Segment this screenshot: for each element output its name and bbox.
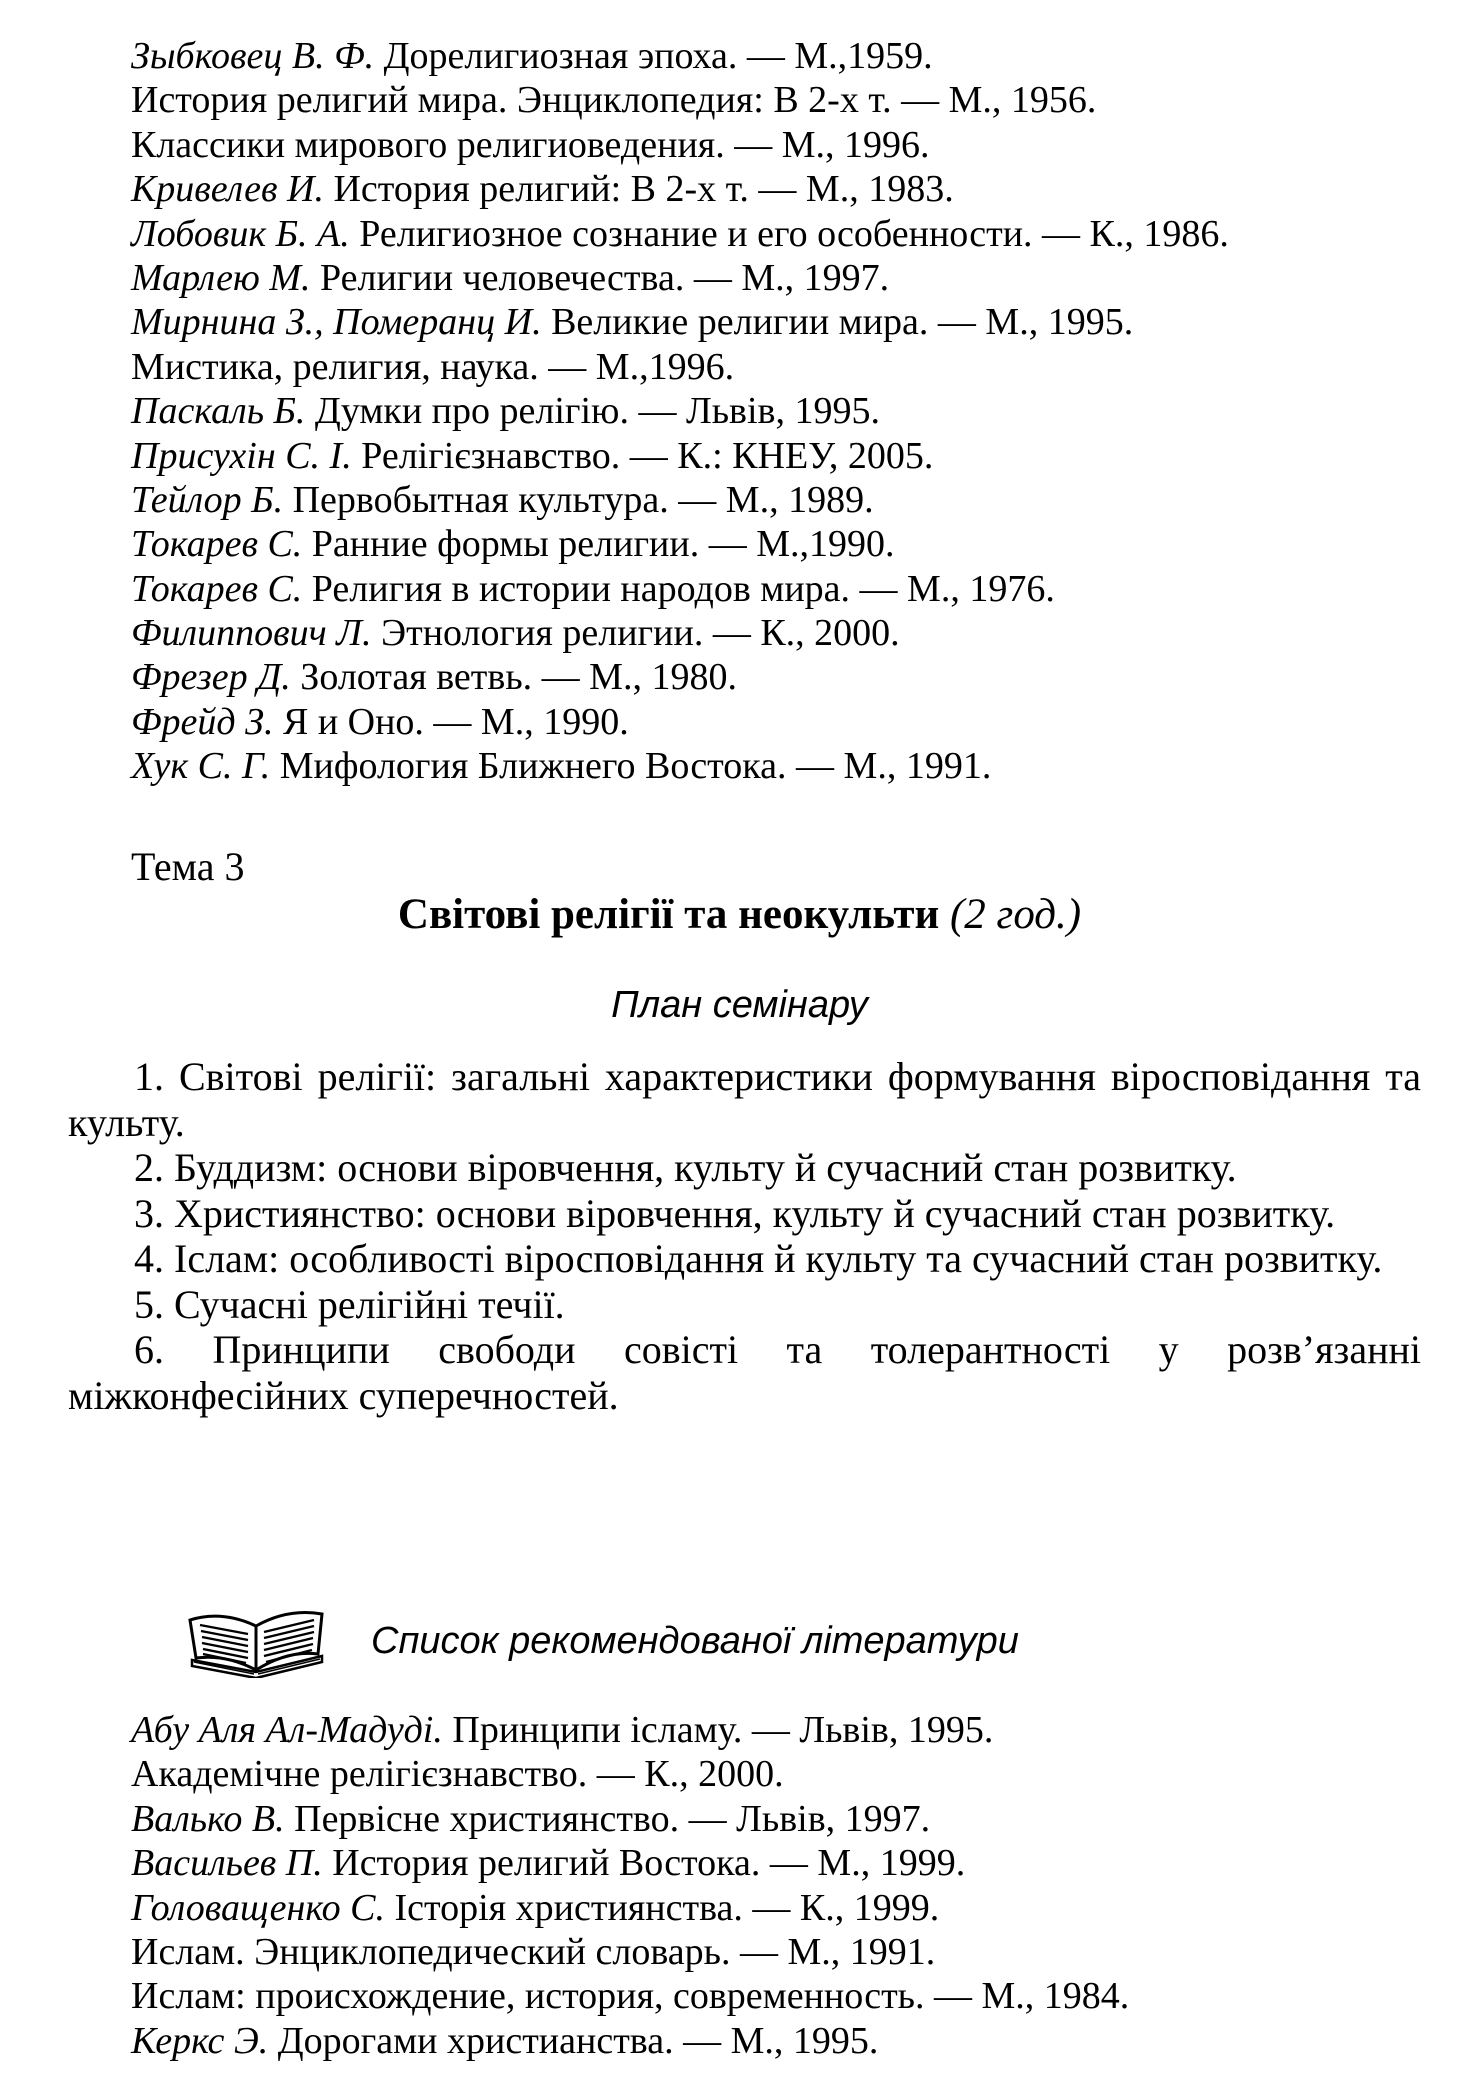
bib-item (131, 78, 1431, 122)
seminar-plan-heading: План семінару (611, 984, 868, 1026)
literature-heading-text: Список рекомендованої літератури (371, 1620, 1019, 1662)
bib-text: Мифология Ближнего Востока. — М., 1991. (270, 745, 992, 788)
bib-text: Этнология религии. — К., 2000. (371, 612, 900, 655)
bib-text: История религий: В 2-х т. — М., 1983. (323, 168, 954, 211)
bib-text: История религий мира. Энциклопедия: В 2-х т. — М., 1956. (131, 79, 1097, 122)
bib-text: История религий Востока. — М., 1999. (322, 1842, 966, 1885)
bib-text: Релігієзнавство. — К.: КНЕУ, 2005. (351, 434, 934, 477)
bib-text: Дорелигиозная эпоха. — М.,1959. (374, 35, 933, 77)
bib-item (131, 2019, 1431, 2063)
literature-heading (186, 1608, 1386, 1678)
topic-label: Тема 3 (131, 844, 245, 889)
bib-item (131, 300, 1431, 344)
bib-author: Фрезер Д. (131, 656, 291, 699)
bib-author: Токарев С. (131, 567, 303, 610)
bib-text: Первобытная культура. — М., 1989. (283, 478, 874, 521)
bib-author: Хук С. Г. (131, 745, 271, 788)
bibliography-list-bottom (131, 1708, 1431, 2063)
section-title (0, 887, 1479, 943)
bib-item (131, 212, 1431, 256)
bib-item (131, 345, 1431, 389)
plan-item: 6. Принципи свободи совісті та толерантності у розв’язанні міжконфесійних суперечностей. (68, 1327, 1421, 1418)
bib-text: Ранние формы религии. — М.,1990. (302, 523, 895, 566)
bib-text: Я и Оно. — М., 1990. (273, 700, 629, 743)
bib-item (131, 34, 1431, 78)
bib-item (131, 567, 1431, 611)
bib-author: Керкс Э. (131, 2019, 269, 2062)
bib-author: Кривелев И. (131, 168, 324, 211)
bib-author: Фрейд З. (131, 700, 274, 743)
bib-item (131, 123, 1431, 167)
bib-text: Золотая ветвь. — М., 1980. (290, 656, 737, 699)
bib-item (131, 522, 1431, 566)
bib-author: Васильев П. (131, 1842, 323, 1885)
bib-item (131, 1708, 1431, 1752)
bib-item (131, 700, 1431, 744)
bib-author: Тейлор Б. (131, 478, 284, 521)
bib-author: Присухін С. І. (131, 434, 352, 477)
bib-author: Зыбковец В. Ф. (131, 35, 375, 77)
bib-author: Лобовик Б. А. (131, 212, 350, 255)
bib-text: Классики мирового религиоведения. — М., 1996. (131, 123, 930, 166)
bib-text: Історія християнства. — К., 1999. (385, 1886, 940, 1929)
bib-author: Паскаль Б. (131, 390, 306, 433)
bib-text: Принципи ісламу. — Львів, 1995. (442, 1709, 994, 1751)
bib-item (131, 434, 1431, 478)
bib-text: Думки про релігію. — Львів, 1995. (305, 390, 880, 433)
open-book-icon (186, 1608, 328, 1678)
bib-item (131, 167, 1431, 211)
bib-author: Абу Аля Ал-Мадуді. (131, 1709, 443, 1751)
bib-author: Филиппович Л. (131, 612, 372, 655)
bib-item (131, 611, 1431, 655)
bib-text: Ислам: происхождение, история, современность. — М., 1984. (131, 1975, 1130, 2018)
section-hours: (2 год.) (949, 891, 1082, 938)
bib-author: Валько В. (131, 1797, 285, 1840)
seminar-plan-list (68, 1054, 1421, 1418)
bib-item (131, 1797, 1431, 1841)
bib-text: Дорогами христианства. — М., 1995. (268, 2019, 879, 2062)
bib-author: Мирнина З., Померанц И. (131, 301, 542, 344)
bib-item (131, 1752, 1431, 1796)
plan-item: 4. Іслам: особливості віросповідання й культу та сучасний стан розвитку. (134, 1236, 1383, 1281)
bib-item (131, 478, 1431, 522)
bib-text: Великие религии мира. — М., 1995. (541, 301, 1134, 344)
plan-item: 5. Сучасні релігійні течії. (134, 1281, 565, 1327)
bib-item (131, 389, 1431, 433)
bib-item (131, 655, 1431, 699)
bib-author: Марлею М. (131, 256, 311, 299)
bib-text: Академічне релігієзнавство. — К., 2000. (131, 1753, 784, 1796)
bib-text: Ислам. Энциклопедический словарь. — М., 1991. (131, 1930, 936, 1973)
bib-item (131, 744, 1431, 788)
bib-item (131, 256, 1431, 300)
bib-text: Религия в истории народов мира. — М., 1976. (302, 567, 1055, 610)
bib-author: Головащенко С. (131, 1886, 385, 1929)
bibliography-list-top (131, 34, 1431, 789)
bib-item (131, 1886, 1431, 1930)
plan-item: 3. Християнство: основи віровчення, культу й сучасний стан розвитку. (134, 1190, 1336, 1236)
bib-author: Токарев С. (131, 523, 303, 566)
bib-text: Религии человечества. — М., 1997. (310, 256, 890, 299)
section-title-text: Світові релігії та неокульти (397, 891, 940, 938)
plan-item: 1. Світові релігії: загальні характеристики формування віросповідання та культу. (68, 1054, 1421, 1145)
bib-item (131, 1974, 1431, 2018)
bib-item (131, 1930, 1431, 1974)
bib-text: Религиозное сознание и его особенности. — К., 1986. (349, 212, 1229, 255)
bib-text: Мистика, религия, наука. — М.,1996. (131, 345, 735, 388)
plan-item: 2. Буддизм: основи віровчення, культу й сучасний стан розвитку. (134, 1145, 1237, 1190)
bib-item (131, 1841, 1431, 1885)
bib-text: Первісне християнство. — Львів, 1997. (284, 1797, 931, 1840)
